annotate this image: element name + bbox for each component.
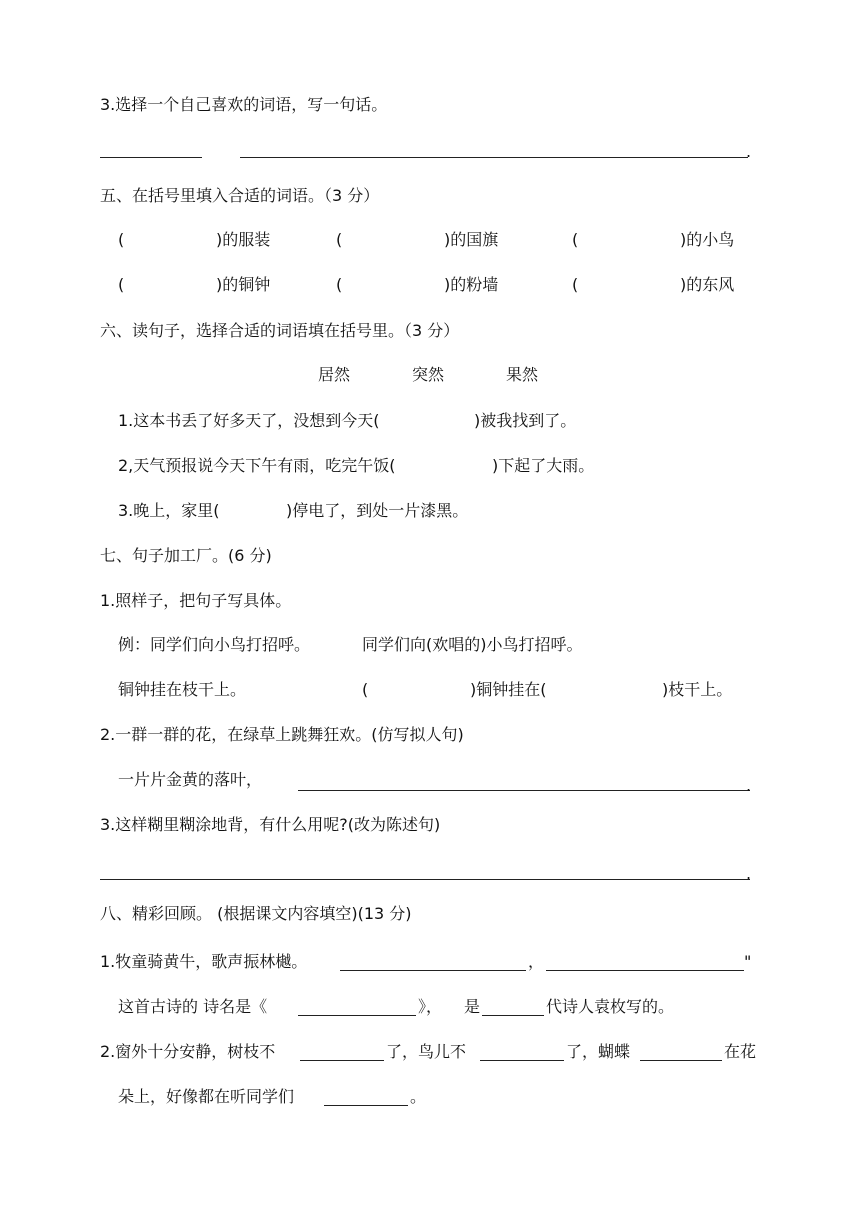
paren-open: ( xyxy=(118,275,125,294)
task-blank-2[interactable]: )枝干上。 xyxy=(662,680,733,699)
end-mark: . xyxy=(746,142,752,161)
poem-title-prompt: 这首古诗的 诗名是《 xyxy=(118,997,268,1016)
sentence-3-start: 3.晚上，家里( xyxy=(118,501,220,520)
sentence-1-start: 1.这本书丢了好多天了，没想到今天( xyxy=(118,411,380,430)
paren-open: ( xyxy=(118,230,125,249)
section-7-heading: 七、句子加工厂。(6 分) xyxy=(100,546,272,565)
word-option-2: 突然 xyxy=(412,365,445,384)
dynasty-prompt: 是 xyxy=(464,997,481,1016)
sentence-2-blank[interactable]: )下起了大雨。 xyxy=(492,456,595,475)
end-mark: . xyxy=(746,864,752,883)
example-answer: 同学们向(欢唱的)小鸟打招呼。 xyxy=(362,635,583,654)
question-8-2-mid2: 了，蝴蝶 xyxy=(566,1042,631,1061)
question-8-2: 2.窗外十分安静，树枝不 xyxy=(100,1042,276,1061)
section-6-heading: 六、读句子，选择合适的词语填在括号里。（3 分） xyxy=(100,321,460,340)
fill-blank-wall[interactable]: )的粉墙 xyxy=(444,275,499,294)
sentence-3-blank[interactable]: )停电了，到处一片漆黑。 xyxy=(286,501,469,520)
question-8-2-line2: 朵上，好像都在听同学们 xyxy=(118,1087,295,1106)
paren-open: ( xyxy=(362,680,369,699)
fill-blank-clothing[interactable]: )的服装 xyxy=(216,230,271,249)
paren-open: ( xyxy=(336,275,343,294)
fill-blank-flag[interactable]: )的国旗 xyxy=(444,230,499,249)
fill-blank-bird[interactable]: )的小鸟 xyxy=(680,230,735,249)
question-7-2: 2.一群一群的花，在绿草上跳舞狂欢。(仿写拟人句) xyxy=(100,725,464,744)
fill-blank-wind[interactable]: )的东风 xyxy=(680,275,735,294)
comma: ， xyxy=(528,952,545,971)
title-close: 》， xyxy=(418,997,443,1016)
period: 。 xyxy=(410,1087,427,1106)
text-blank-1[interactable] xyxy=(300,1060,384,1061)
fill-blank-bell[interactable]: )的铜钟 xyxy=(216,275,271,294)
end-mark: . xyxy=(746,776,752,795)
dynasty-blank[interactable] xyxy=(482,1015,544,1016)
paren-open: ( xyxy=(572,230,579,249)
text-blank-2[interactable] xyxy=(480,1060,564,1061)
answer-line[interactable] xyxy=(298,790,750,791)
sentence-2-start: 2,天气预报说今天下午有雨，吃完午饭( xyxy=(118,456,396,475)
sentence-1-blank[interactable]: )被我找到了。 xyxy=(474,411,577,430)
question-4-3: 3.选择一个自己喜欢的词语，写一句话。 xyxy=(100,95,388,114)
question-8-2-mid1: 了，鸟儿不 xyxy=(386,1042,467,1061)
task-blank-1[interactable]: )铜钟挂在( xyxy=(470,680,547,699)
paren-open: ( xyxy=(336,230,343,249)
poem-title-blank[interactable] xyxy=(298,1015,416,1016)
text-blank-4[interactable] xyxy=(324,1105,408,1106)
word-option-3: 果然 xyxy=(506,365,539,384)
question-7-1: 1.照样子，把句子写具体。 xyxy=(100,591,292,610)
quote-mark: " xyxy=(744,952,752,971)
task-sentence: 铜钟挂在枝干上。 xyxy=(118,680,247,699)
question-8-1: 1.牧童骑黄牛，歌声振林樾。 xyxy=(100,952,308,971)
answer-line-short[interactable] xyxy=(100,157,202,158)
answer-line[interactable] xyxy=(100,879,750,880)
question-8-2-end: 在花 xyxy=(724,1042,757,1061)
answer-line-long[interactable] xyxy=(240,157,748,158)
question-7-3: 3.这样糊里糊涂地背，有什么用呢?(改为陈述句) xyxy=(100,815,441,834)
word-option-1: 居然 xyxy=(318,365,351,384)
paren-open: ( xyxy=(572,275,579,294)
author-text: 代诗人袁枚写的。 xyxy=(546,997,675,1016)
text-blank-3[interactable] xyxy=(640,1060,722,1061)
section-8-heading: 八、精彩回顾。 (根据课文内容填空)(13 分) xyxy=(100,904,412,923)
poem-blank-1[interactable] xyxy=(340,970,526,971)
poem-blank-2[interactable] xyxy=(546,970,744,971)
example-sentence: 例：同学们向小鸟打招呼。 xyxy=(118,635,311,654)
question-7-2-prompt: 一片片金黄的落叶， xyxy=(118,770,263,789)
section-5-heading: 五、在括号里填入合适的词语。（3 分） xyxy=(100,186,380,205)
